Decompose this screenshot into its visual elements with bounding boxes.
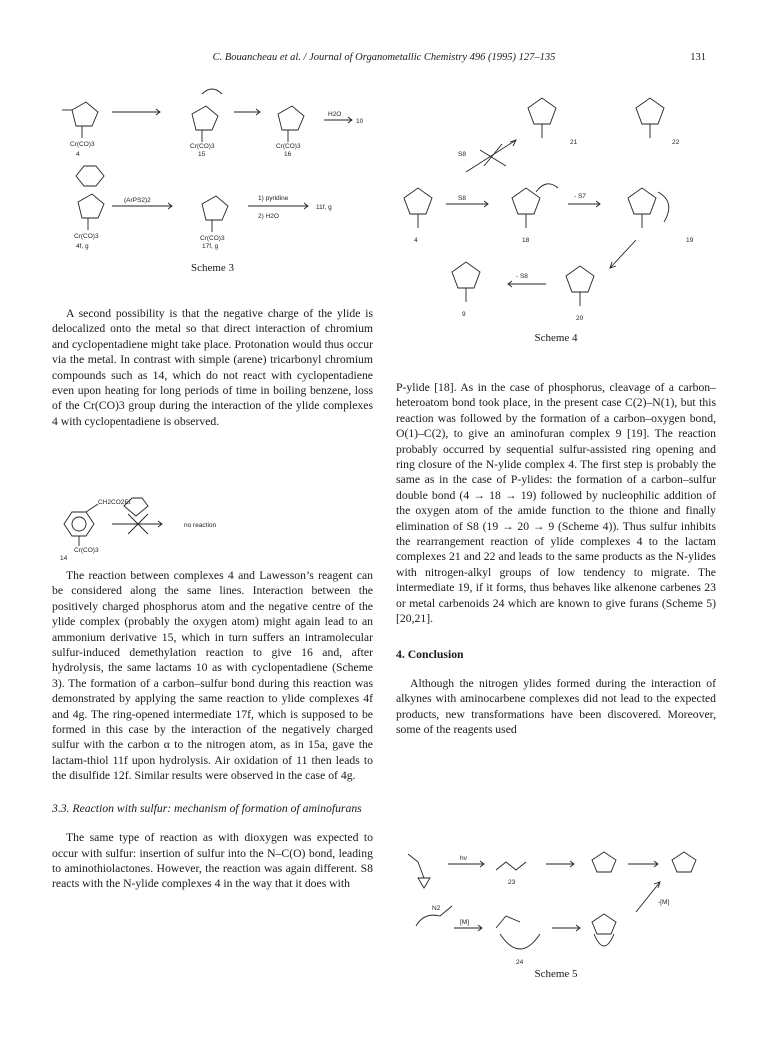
s4-label-19: 19	[686, 237, 694, 244]
left-column-top	[52, 306, 373, 429]
s5-hv: hν	[460, 855, 467, 862]
s4-label-minus-s7: - S7	[574, 193, 586, 200]
s5-m: [M]	[460, 919, 470, 926]
s3-label-crco3-d: Cr(CO)3	[74, 233, 99, 240]
s3-label-crco3-a: Cr(CO)3	[70, 141, 95, 148]
s3-label-reagent: (ArPS2)2	[124, 197, 151, 204]
page-header	[0, 52, 768, 68]
s3-label-10: 10	[356, 118, 364, 125]
s3-label-17fg: 17f, g	[202, 243, 219, 250]
scheme-4-caption: Scheme 4	[534, 332, 578, 344]
s3-label-crco3-b: Cr(CO)3	[190, 143, 215, 150]
s3-label-crco3-c: Cr(CO)3	[276, 143, 301, 150]
right-paragraph-1: P-ylide [18]. As in the case of phosphorus, cleavage of a carbon–heteroatom bond took place, in the present case C(2)–N(1), but this reaction was followed by the formation of a carbon–oxygen bond, O(1)–C(2), to give an aminofuran complex 9 [19]. The reaction probably occurred by sequential sulfur-assisted ring opening and ring closure of the N-ylide complex 4. The first step is probably the same as in the case of P-ylides: the formation of a carbon–sulfur double bond (4 → 18 → 19) followed by nucleophilic addition of the oxygen atom of the amide function to the thione and finally elimination of S8 (19 → 20 → 9 (Scheme 4)). Thus sulfur inhibits the rearrangement reaction of ylide complexes 4 to the lactam complexes 21 and 22 and leads to the same products as the N-ylides with nitrogen-alkyl groups of low tendency to migrate. The intermediate 19, if it forms, thus behaves like alkenone carbenes 23 or metal carbenoids 24 which are known to give furans (Scheme 5) [20,21].	[396, 381, 716, 626]
right-paragraph-2: Although the nitrogen ylides formed during the interaction of alkynes with aminocarbene complexes did not lead to the expected products, new transformations have been discovered. Moreover, some of the reagents used	[396, 676, 716, 737]
s3-label-4fg: 4f, g	[76, 243, 89, 250]
s5-n2: N2	[432, 905, 441, 912]
left-paragraph-2: The reaction between complexes 4 and Lawesson’s reagent can be considered along the same lines. Interaction between the positively charged phosphorus atom and the negative centre of the ylide complex (probably the oxygen atom) might again lead to an ammonium derivative 15, which in turn suffers an intramolecular sulfur-induced demethylation reaction to give 16 and, after hydrolysis, the same lactams 10 as with cyclopentadiene (Scheme 3). The formation of a carbon–sulfur bond during this reaction was demonstrated by applying the same reaction to ylide complexes 4f and 4g. The ring-opened intermediate 17f, which is supposed to be formed in this case by the interaction of the negatively charged sulfur with the carbon α to the nitrogen atom, as in 15a, gave the lactam-thiol 11f upon hydrolysis. Air oxidation of 11 then leads to the disulfide 12f. Similar results were observed in the case of 4g.	[52, 569, 373, 783]
left-paragraph-1: A second possibility is that the negative charge of the ylide is delocalized onto the metal so that direct interaction of chromium and cyclopentadiene might take place. Protonation would thus occur via the metal. In contrast with simple (arene) tricarbonyl chromium compounds such as 14, which do not react with cyclopentadiene even upon heating for long periods of time in boiling benzene, loss of the Cr(CO)3 group during the interaction of the ylide complexes 4 with cyclopentadiene is observed.	[52, 307, 373, 428]
cmpd14-noreaction: no reaction	[184, 522, 217, 529]
compound-14-diagram	[52, 484, 372, 564]
s4-label-21: 21	[570, 139, 578, 146]
scheme-4-diagram	[396, 80, 716, 330]
scheme-3-caption: Scheme 3	[190, 262, 235, 274]
scheme-5-diagram	[396, 848, 716, 966]
s4-label-4: 4	[414, 237, 418, 244]
s3-label-16: 16	[284, 151, 292, 158]
s4-label-s8: S8	[458, 195, 466, 202]
s3-label-h2o: H2O	[328, 111, 342, 118]
section-heading-3-3: 3.3. Reaction with sulfur: mechanism of formation of aminofurans	[52, 801, 362, 815]
s3-label-4: 4	[76, 151, 80, 158]
cmpd14-substituent: CH2CO2Et	[98, 499, 131, 506]
scheme-5-caption: Scheme 5	[534, 968, 578, 980]
s3-label-15: 15	[198, 151, 206, 158]
s5-label-24: 24	[516, 959, 524, 966]
left-paragraph-3: The same type of reaction as with dioxygen was expected to occur with sulfur: insertion of sulfur into the N–C(O) bond, leading to aminothiolactones. However, the reaction was again different. S8 reacts with the N-ylide complexes 4 in the way that it does with	[52, 831, 373, 891]
s4-label-22: 22	[672, 139, 680, 146]
s4-label-minus-s8: - S8	[516, 273, 528, 280]
s4-label-s8-cross: S8	[458, 151, 466, 158]
section-heading-4: 4. Conclusion	[396, 647, 464, 661]
s3-label-crco3-e: Cr(CO)3	[200, 235, 225, 242]
left-column-bottom	[52, 568, 373, 892]
right-column	[396, 380, 716, 738]
s3-label-step1: 1) pyridine	[258, 195, 289, 202]
cmpd14-label: 14	[60, 555, 68, 562]
s4-label-9: 9	[462, 311, 466, 318]
running-head: C. Bouancheau et al. / Journal of Organometallic Chemistry 496 (1995) 127–135	[212, 52, 556, 63]
scheme-3-diagram	[52, 80, 372, 260]
s5-minus-m: -[M]	[658, 899, 670, 906]
s4-label-18: 18	[522, 237, 530, 244]
s5-label-23: 23	[508, 879, 516, 886]
page-number: 131	[690, 52, 706, 63]
s3-label-11fg: 11f, g	[316, 204, 332, 211]
cmpd14-crco3: Cr(CO)3	[74, 547, 99, 554]
s4-label-20: 20	[576, 315, 584, 322]
s3-label-step2: 2) H2O	[258, 213, 279, 220]
